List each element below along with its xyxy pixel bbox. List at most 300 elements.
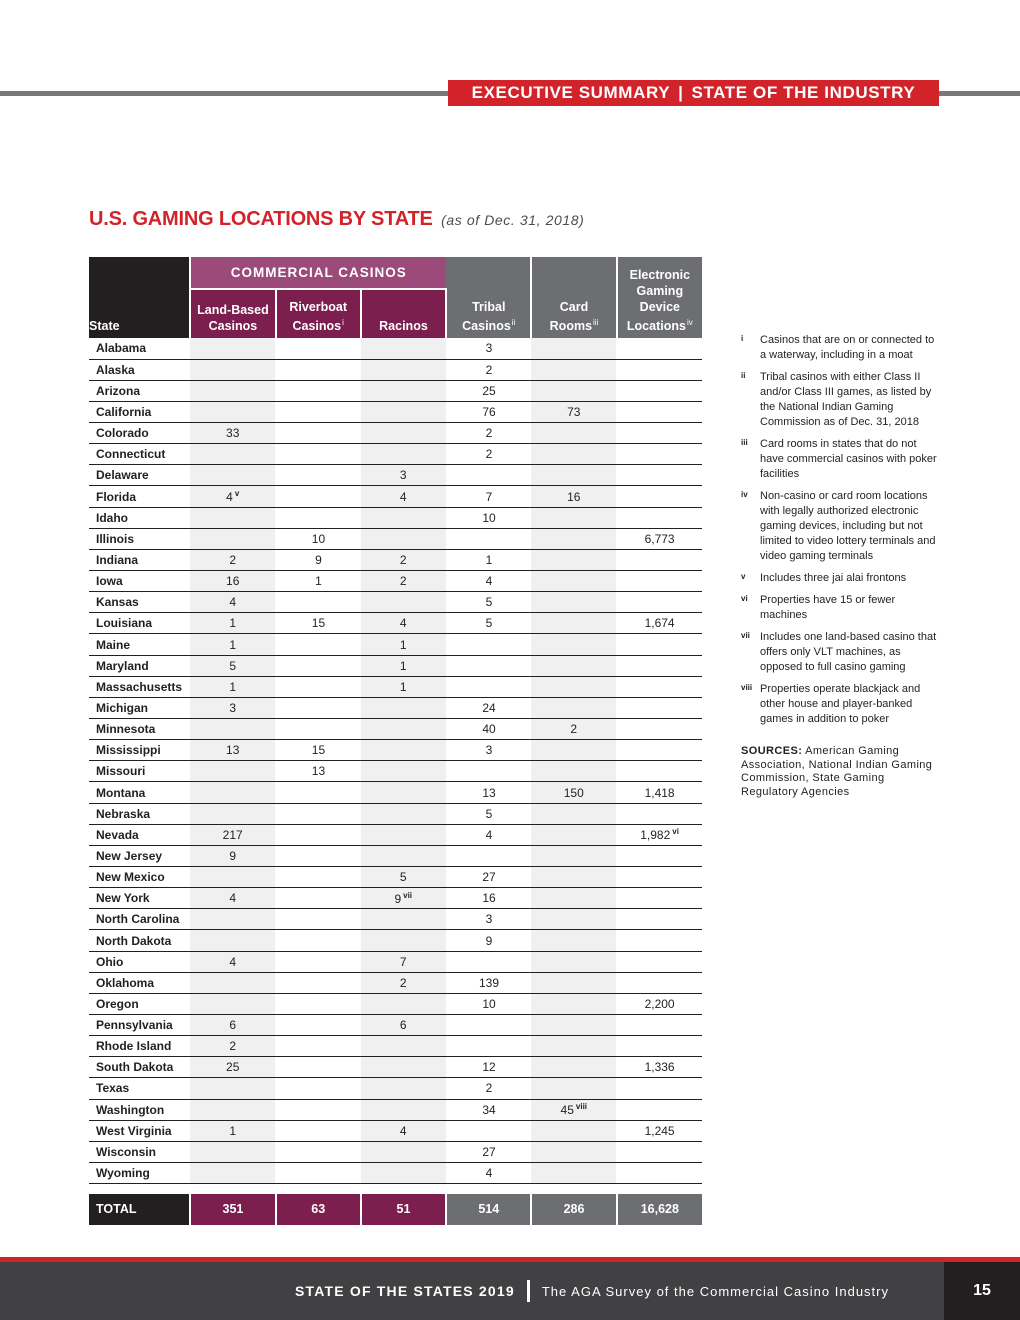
table-row <box>89 697 702 718</box>
footer-title: STATE OF THE STATES 2019 <box>294 1283 515 1299</box>
table-row <box>89 549 702 570</box>
cell-racinos: 1 <box>361 655 446 676</box>
cell-tribal: 27 <box>446 867 531 888</box>
cell-riverboat: 13 <box>276 761 361 782</box>
cell-racinos <box>361 909 446 930</box>
table-row <box>89 676 702 697</box>
cell-riverboat <box>276 1036 361 1057</box>
column-header-land-based: Land-Based Casinos <box>190 289 275 338</box>
cell-land-based <box>190 380 275 401</box>
cell-egd-locations: 6,773 <box>617 528 702 549</box>
cell-riverboat <box>276 401 361 422</box>
cell-land-based <box>190 909 275 930</box>
cell-tribal: 9 <box>446 930 531 951</box>
state-name: California <box>89 401 190 422</box>
table-row <box>89 824 702 845</box>
cell-land-based <box>190 401 275 422</box>
total-land-based: 351 <box>190 1194 275 1225</box>
state-name: Arizona <box>89 380 190 401</box>
footnote-text: Includes three jai alai frontons <box>760 572 907 584</box>
cell-tribal <box>446 1120 531 1141</box>
cell-egd-locations <box>617 549 702 570</box>
cell-riverboat: 15 <box>276 740 361 761</box>
state-name: Maryland <box>89 655 190 676</box>
cell-land-based <box>190 993 275 1014</box>
page-title <box>89 208 584 231</box>
cell-tribal <box>446 634 531 655</box>
cell-tribal: 1 <box>446 549 531 570</box>
cell-racinos: 4 <box>361 486 446 507</box>
cell-racinos <box>361 338 446 359</box>
cell-land-based: 2 <box>190 549 275 570</box>
cell-tribal <box>446 676 531 697</box>
cell-riverboat: 10 <box>276 528 361 549</box>
table-row <box>89 803 702 824</box>
cell-tribal: 3 <box>446 338 531 359</box>
table-row <box>89 634 702 655</box>
cell-land-based: 6 <box>190 1015 275 1036</box>
table-row <box>89 1036 702 1057</box>
cell-land-based <box>190 1162 275 1183</box>
cell-card-rooms <box>531 993 616 1014</box>
cell-tribal: 12 <box>446 1057 531 1078</box>
cell-egd-locations <box>617 1099 702 1120</box>
cell-land-based <box>190 338 275 359</box>
cell-land-based <box>190 507 275 528</box>
cell-card-rooms <box>531 1015 616 1036</box>
footnotes <box>741 333 941 799</box>
cell-land-based: 5 <box>190 655 275 676</box>
cell-tribal <box>446 528 531 549</box>
cell-egd-locations <box>617 676 702 697</box>
cell-tribal: 27 <box>446 1141 531 1162</box>
cell-land-based <box>190 465 275 486</box>
footnote-ref: vi <box>672 827 679 837</box>
column-header-egd-locations: Electronic Gaming Device Locations$^{iv}$ <box>617 257 702 338</box>
state-name: Michigan <box>89 697 190 718</box>
state-name: Ohio <box>89 951 190 972</box>
cell-riverboat <box>276 824 361 845</box>
cell-land-based: 9 <box>190 845 275 866</box>
cell-egd-locations <box>617 592 702 613</box>
cell-card-rooms <box>531 909 616 930</box>
cell-riverboat <box>276 1120 361 1141</box>
cell-card-rooms <box>531 761 616 782</box>
cell-egd-locations <box>617 719 702 740</box>
cell-egd-locations <box>617 888 702 909</box>
cell-tribal: 40 <box>446 719 531 740</box>
page-title-main: U.S. GAMING LOCATIONS BY STATE <box>89 208 433 230</box>
cell-card-rooms <box>531 465 616 486</box>
cell-card-rooms <box>531 634 616 655</box>
footnote-text: Properties have 15 or fewer machines <box>760 594 896 621</box>
footnote-ref: vii <box>403 890 413 900</box>
footer <box>0 1262 944 1320</box>
cell-card-rooms <box>531 867 616 888</box>
cell-egd-locations <box>617 423 702 444</box>
table-row <box>89 761 702 782</box>
cell-riverboat <box>276 1141 361 1162</box>
cell-egd-locations <box>617 1141 702 1162</box>
cell-card-rooms <box>531 613 616 634</box>
cell-tribal: 4 <box>446 1162 531 1183</box>
cell-tribal: 5 <box>446 613 531 634</box>
cell-land-based: 4 $^v$ <box>190 486 275 507</box>
cell-riverboat <box>276 676 361 697</box>
table-row <box>89 867 702 888</box>
table-row <box>89 507 702 528</box>
cell-riverboat <box>276 380 361 401</box>
table-row <box>89 1120 702 1141</box>
cell-land-based <box>190 803 275 824</box>
cell-land-based <box>190 719 275 740</box>
cell-egd-locations <box>617 930 702 951</box>
cell-land-based <box>190 1099 275 1120</box>
cell-riverboat: 9 <box>276 549 361 570</box>
cell-land-based: 1 <box>190 634 275 655</box>
cell-tribal: 3 <box>446 740 531 761</box>
cell-tribal <box>446 655 531 676</box>
cell-tribal: 2 <box>446 444 531 465</box>
state-name: Connecticut <box>89 444 190 465</box>
cell-racinos: 6 <box>361 1015 446 1036</box>
cell-racinos: 7 <box>361 951 446 972</box>
cell-riverboat <box>276 444 361 465</box>
footnote-key: viii <box>741 683 753 692</box>
total-egd-locations: 16,628 <box>617 1194 702 1225</box>
table-row <box>89 1141 702 1162</box>
cell-card-rooms <box>531 676 616 697</box>
table-row <box>89 486 702 507</box>
cell-tribal: 139 <box>446 972 531 993</box>
total-label: TOTAL <box>89 1194 190 1225</box>
cell-racinos: 4 <box>361 613 446 634</box>
cell-card-rooms <box>531 845 616 866</box>
cell-egd-locations: 1,418 <box>617 782 702 803</box>
cell-tribal: 5 <box>446 803 531 824</box>
table-row <box>89 613 702 634</box>
cell-tribal: 7 <box>446 486 531 507</box>
cell-land-based: 217 <box>190 824 275 845</box>
cell-racinos: 9 $^{vii}$ <box>361 888 446 909</box>
cell-egd-locations <box>617 697 702 718</box>
cell-tribal <box>446 1036 531 1057</box>
cell-card-rooms <box>531 888 616 909</box>
state-name: North Carolina <box>89 909 190 930</box>
cell-egd-locations <box>617 655 702 676</box>
total-tribal: 514 <box>446 1194 531 1225</box>
cell-racinos <box>361 1099 446 1120</box>
cell-egd-locations <box>617 1015 702 1036</box>
cell-riverboat <box>276 888 361 909</box>
footnote-text: Casinos that are on or connected to a waterway, including in a moat <box>760 334 935 361</box>
cell-riverboat <box>276 1099 361 1120</box>
state-name: Wyoming <box>89 1162 190 1183</box>
table-row <box>89 338 702 359</box>
state-name: Maine <box>89 634 190 655</box>
cell-racinos <box>361 845 446 866</box>
total-racinos: 51 <box>361 1194 446 1225</box>
cell-egd-locations <box>617 507 702 528</box>
total-riverboat: 63 <box>276 1194 361 1225</box>
cell-land-based <box>190 972 275 993</box>
state-name: Louisiana <box>89 613 190 634</box>
state-name: New Mexico <box>89 867 190 888</box>
cell-tribal: 2 <box>446 1078 531 1099</box>
footnote-vii <box>741 630 941 675</box>
cell-tribal <box>446 761 531 782</box>
gaming-locations-table <box>89 257 702 1225</box>
cell-egd-locations: 1,336 <box>617 1057 702 1078</box>
cell-land-based: 3 <box>190 697 275 718</box>
cell-tribal: 13 <box>446 782 531 803</box>
cell-racinos <box>361 401 446 422</box>
cell-riverboat <box>276 803 361 824</box>
cell-racinos <box>361 528 446 549</box>
cell-riverboat <box>276 423 361 444</box>
sources-text: American Gaming Association, National Indian Gaming Commission, State Gaming Regulatory Agencies <box>741 745 933 798</box>
cell-tribal <box>446 845 531 866</box>
footnote-vi <box>741 593 941 623</box>
cell-riverboat <box>276 1015 361 1036</box>
cell-egd-locations: 1,982 $^{vi}$ <box>617 824 702 845</box>
cell-egd-locations <box>617 1078 702 1099</box>
table-row <box>89 782 702 803</box>
cell-egd-locations <box>617 634 702 655</box>
table-row <box>89 909 702 930</box>
cell-egd-locations <box>617 761 702 782</box>
cell-card-rooms: 150 <box>531 782 616 803</box>
cell-card-rooms <box>531 571 616 592</box>
state-name: Montana <box>89 782 190 803</box>
footnote-text: Tribal casinos with either Class II and/or Class III games, as listed by the National Indian Gaming Commission as of Dec. 31, 2018 <box>760 371 932 428</box>
cell-tribal: 34 <box>446 1099 531 1120</box>
state-name: Nebraska <box>89 803 190 824</box>
cell-riverboat: 15 <box>276 613 361 634</box>
cell-racinos <box>361 740 446 761</box>
cell-riverboat <box>276 782 361 803</box>
table-row <box>89 930 702 951</box>
table-row <box>89 845 702 866</box>
cell-tribal: 3 <box>446 909 531 930</box>
cell-egd-locations: 2,200 <box>617 993 702 1014</box>
cell-riverboat <box>276 909 361 930</box>
footnote-key: vii <box>741 631 750 640</box>
cell-riverboat <box>276 507 361 528</box>
cell-racinos <box>361 761 446 782</box>
cell-racinos <box>361 1162 446 1183</box>
cell-card-rooms <box>531 359 616 380</box>
state-name: Wisconsin <box>89 1141 190 1162</box>
cell-riverboat <box>276 486 361 507</box>
cell-racinos <box>361 380 446 401</box>
footnote-text: Card rooms in states that do not have commercial casinos with poker facilities <box>760 438 937 480</box>
state-name: Pennsylvania <box>89 1015 190 1036</box>
footnote-key: v <box>741 572 746 581</box>
footnote-key: vi <box>741 594 748 603</box>
state-name: Florida <box>89 486 190 507</box>
cell-racinos <box>361 719 446 740</box>
section-header-left: EXECUTIVE SUMMARY <box>471 83 671 102</box>
cell-racinos <box>361 507 446 528</box>
table-row <box>89 1078 702 1099</box>
cell-egd-locations <box>617 465 702 486</box>
footnote-iii <box>741 437 941 482</box>
table-row <box>89 993 702 1014</box>
table-row <box>89 571 702 592</box>
cell-egd-locations <box>617 740 702 761</box>
cell-tribal: 2 <box>446 423 531 444</box>
cell-racinos <box>361 423 446 444</box>
column-header-card-rooms: Card Rooms$^{iii}$ <box>531 257 616 338</box>
section-header-separator: | <box>678 83 684 102</box>
footnote-text: Non-casino or card room locations with legally authorized electronic gaming devices, including but not limited to video lottery terminals and video gaming terminals <box>760 490 936 562</box>
cell-land-based: 4 <box>190 888 275 909</box>
cell-tribal: 4 <box>446 824 531 845</box>
state-name: Oregon <box>89 993 190 1014</box>
footer-divider <box>527 1280 530 1302</box>
cell-land-based: 4 <box>190 592 275 613</box>
cell-land-based <box>190 359 275 380</box>
cell-tribal <box>446 465 531 486</box>
state-name: Rhode Island <box>89 1036 190 1057</box>
cell-land-based <box>190 930 275 951</box>
page-title-date: (as of Dec. 31, 2018) <box>441 212 585 228</box>
cell-riverboat <box>276 634 361 655</box>
cell-card-rooms <box>531 444 616 465</box>
table-row <box>89 444 702 465</box>
cell-card-rooms <box>531 1036 616 1057</box>
state-name: North Dakota <box>89 930 190 951</box>
state-name: Nevada <box>89 824 190 845</box>
cell-riverboat <box>276 972 361 993</box>
cell-egd-locations <box>617 571 702 592</box>
cell-egd-locations <box>617 444 702 465</box>
state-name: Indiana <box>89 549 190 570</box>
state-name: Kansas <box>89 592 190 613</box>
cell-riverboat <box>276 1078 361 1099</box>
cell-egd-locations <box>617 909 702 930</box>
cell-card-rooms <box>531 1141 616 1162</box>
sources-label: SOURCES: <box>741 745 803 757</box>
state-name: South Dakota <box>89 1057 190 1078</box>
cell-land-based <box>190 1078 275 1099</box>
cell-egd-locations <box>617 338 702 359</box>
sources <box>741 745 941 799</box>
column-header-racinos: Racinos <box>361 289 446 338</box>
footnote-key: iii <box>741 438 748 447</box>
cell-card-rooms: 2 <box>531 719 616 740</box>
cell-card-rooms <box>531 528 616 549</box>
cell-riverboat <box>276 592 361 613</box>
cell-land-based <box>190 867 275 888</box>
cell-tribal: 10 <box>446 993 531 1014</box>
cell-racinos: 2 <box>361 571 446 592</box>
cell-racinos: 4 <box>361 1120 446 1141</box>
table-row <box>89 401 702 422</box>
column-header-state: State <box>89 257 190 338</box>
cell-card-rooms <box>531 1162 616 1183</box>
footnote-key: ii <box>741 371 746 380</box>
table-row <box>89 740 702 761</box>
table-row <box>89 1057 702 1078</box>
cell-card-rooms: 45 $^{viii}$ <box>531 1099 616 1120</box>
cell-card-rooms <box>531 740 616 761</box>
cell-land-based <box>190 528 275 549</box>
cell-tribal: 10 <box>446 507 531 528</box>
cell-land-based: 2 <box>190 1036 275 1057</box>
cell-tribal: 25 <box>446 380 531 401</box>
state-name: Alabama <box>89 338 190 359</box>
cell-riverboat <box>276 1162 361 1183</box>
table-row <box>89 719 702 740</box>
state-name: Missouri <box>89 761 190 782</box>
footnote-ii <box>741 370 941 430</box>
state-name: Colorado <box>89 423 190 444</box>
cell-riverboat <box>276 845 361 866</box>
footnote-viii <box>741 682 941 727</box>
cell-racinos: 2 <box>361 972 446 993</box>
cell-racinos <box>361 782 446 803</box>
cell-egd-locations <box>617 380 702 401</box>
cell-card-rooms <box>531 951 616 972</box>
cell-land-based: 1 <box>190 676 275 697</box>
cell-card-rooms: 73 <box>531 401 616 422</box>
cell-riverboat <box>276 951 361 972</box>
cell-card-rooms: 16 <box>531 486 616 507</box>
cell-egd-locations <box>617 803 702 824</box>
cell-card-rooms <box>531 697 616 718</box>
cell-egd-locations <box>617 401 702 422</box>
table-row <box>89 1162 702 1183</box>
footnote-v <box>741 571 941 586</box>
cell-racinos <box>361 993 446 1014</box>
table-row <box>89 380 702 401</box>
cell-racinos <box>361 1036 446 1057</box>
table-row <box>89 592 702 613</box>
cell-racinos: 2 <box>361 549 446 570</box>
section-header <box>448 80 939 106</box>
footnote-text: Includes one land-based casino that offers only VLT machines, as opposed to full casino gaming <box>760 631 937 673</box>
table-row <box>89 1015 702 1036</box>
cell-egd-locations <box>617 486 702 507</box>
cell-egd-locations <box>617 867 702 888</box>
table-row <box>89 655 702 676</box>
cell-land-based <box>190 444 275 465</box>
cell-land-based: 1 <box>190 1120 275 1141</box>
state-name: Texas <box>89 1078 190 1099</box>
page-number: 15 <box>944 1262 1020 1320</box>
total-card-rooms: 286 <box>531 1194 616 1225</box>
cell-land-based: 25 <box>190 1057 275 1078</box>
cell-egd-locations <box>617 359 702 380</box>
cell-tribal: 4 <box>446 571 531 592</box>
state-name: Minnesota <box>89 719 190 740</box>
cell-racinos <box>361 697 446 718</box>
cell-land-based: 13 <box>190 740 275 761</box>
cell-egd-locations <box>617 1162 702 1183</box>
table-row <box>89 951 702 972</box>
state-name: West Virginia <box>89 1120 190 1141</box>
table-row <box>89 423 702 444</box>
cell-riverboat <box>276 867 361 888</box>
cell-card-rooms <box>531 507 616 528</box>
state-name: Iowa <box>89 571 190 592</box>
cell-tribal: 5 <box>446 592 531 613</box>
total-row <box>89 1194 702 1225</box>
state-name: Oklahoma <box>89 972 190 993</box>
footnote-key: i <box>741 334 744 343</box>
